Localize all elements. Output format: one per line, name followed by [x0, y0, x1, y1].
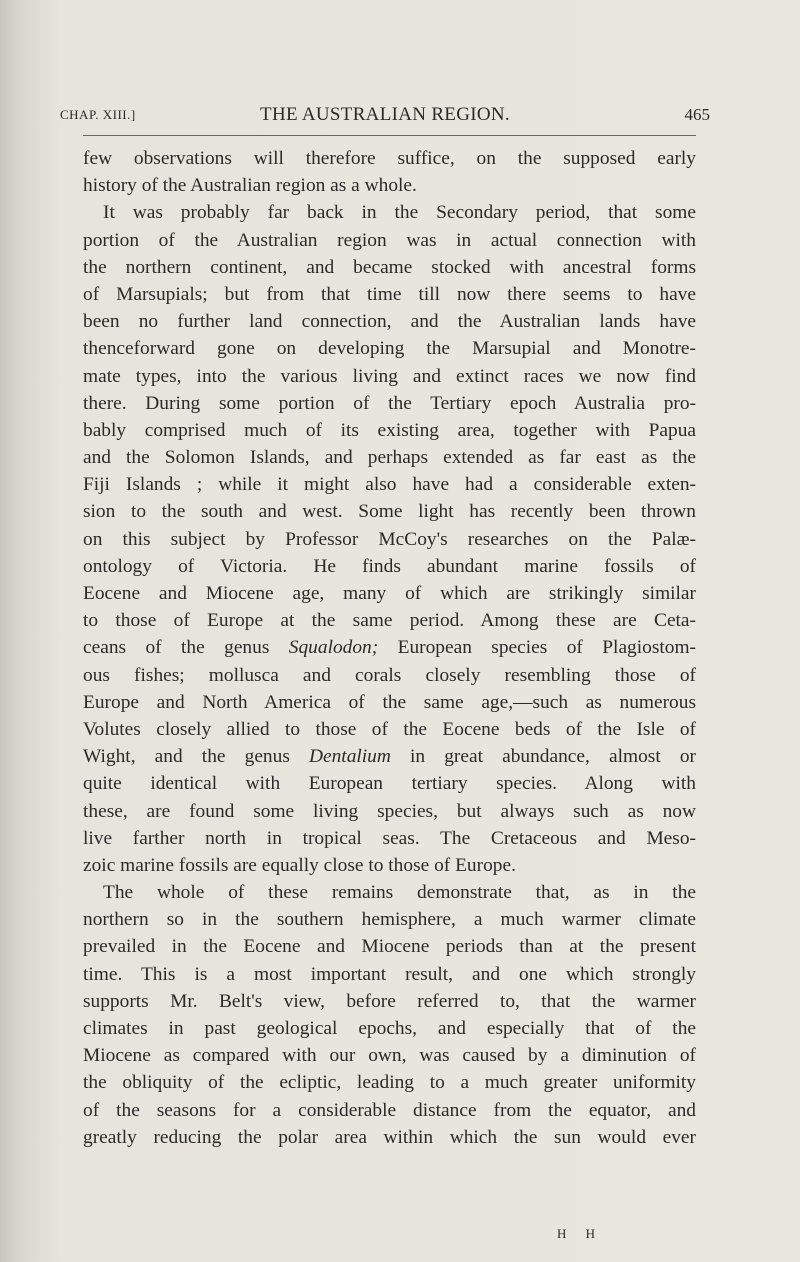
printer-signature-mark: H H [557, 1226, 604, 1241]
text-line: thenceforward gone on developing the Marsupial and Monotre- [83, 338, 696, 360]
chapter-label: CHAP. XIII.] [60, 107, 136, 122]
text-segment: Wight, and the genus [83, 746, 309, 768]
text-line: to those of Europe at the same period. Among these are Ceta- [83, 610, 696, 632]
text-line: The whole of these remains demonstrate that, as in the [103, 882, 696, 904]
text-line: the northern continent, and became stocked with ancestral forms [83, 256, 696, 278]
header-rule [83, 135, 696, 136]
text-line: bably comprised much of its existing area, together with Papua [83, 419, 696, 441]
text-line-with-italic [83, 743, 696, 770]
text-line: ous fishes; mollusca and corals closely resembling those of [83, 664, 696, 686]
text-line: few observations will therefore suffice, on the supposed early [83, 148, 696, 169]
text-line: northern so in the southern hemisphere, a much warmer climate [83, 909, 696, 931]
text-segment: in great abundance, almost or [390, 746, 696, 768]
text-line: of the seasons for a considerable distance from the equator, and [83, 1099, 696, 1121]
text-line: zoic marine fossils are equally close to those of Europe. [83, 854, 516, 876]
text-line: the obliquity of the ecliptic, leading to a much greater uniformity [83, 1072, 696, 1094]
text-line: Volutes closely allied to those of the Eocene beds of the Isle of [83, 718, 696, 740]
text-line: supports Mr. Belt's view, before referred to, that the warmer [83, 990, 696, 1012]
text-line: sion to the south and west. Some light has recently been thrown [83, 501, 696, 523]
text-line: ontology of Victoria. He finds abundant marine fossils of [83, 555, 696, 577]
text-line: climates in past geological epochs, and especially that of the [83, 1018, 696, 1039]
text-line: mate types, into the various living and extinct races we now find [83, 365, 696, 387]
text-line: there. During some portion of the Tertiary epoch Australia pro- [83, 392, 696, 414]
text-line: been no further land connection, and the Australian lands have [83, 311, 696, 333]
text-line: Europe and North America of the same age,—such as numerous [83, 691, 696, 713]
text-line: on this subject by Professor McCoy's researches on the Palæ- [83, 528, 696, 550]
text-line: Miocene as compared with our own, was caused by a diminution of [83, 1045, 696, 1067]
page-number: 465 [684, 105, 710, 124]
text-line: these, are found some living species, but always such as now [83, 800, 696, 822]
text-line: time. This is a most important result, and one which strongly [83, 963, 696, 985]
text-line: It was probably far back in the Secondary period, that some [103, 202, 696, 224]
running-header [60, 104, 710, 128]
text-line: quite identical with European tertiary species. Along with [83, 773, 696, 795]
text-line-with-italic [83, 634, 696, 661]
text-segment: European species of Plagiostom- [378, 637, 696, 659]
text-segment: ceans of the genus [83, 637, 289, 659]
genus-name-italic: Squalodon; [288, 637, 379, 659]
genus-name-italic: Dentalium [309, 746, 391, 768]
text-line: Eocene and Miocene age, many of which are strikingly similar [83, 583, 696, 604]
text-line: of Marsupials; but from that time till now there seems to have [83, 283, 696, 305]
text-line: portion of the Australian region was in actual connection with [83, 229, 696, 251]
text-line: greatly reducing the polar area within which the sun would ever [83, 1126, 696, 1148]
text-line: and the Solomon Islands, and perhaps extended as far east as the [83, 447, 696, 469]
running-title: THE AUSTRALIAN REGION. [260, 104, 510, 125]
body-text [83, 145, 696, 1151]
text-line: history of the Australian region as a whole. [83, 175, 417, 197]
text-line: Fiji Islands ; while it might also have had a considerable exten- [83, 474, 696, 496]
text-line: prevailed in the Eocene and Miocene periods than at the present [83, 936, 696, 958]
text-line: live farther north in tropical seas. The Cretaceous and Meso- [83, 827, 696, 849]
